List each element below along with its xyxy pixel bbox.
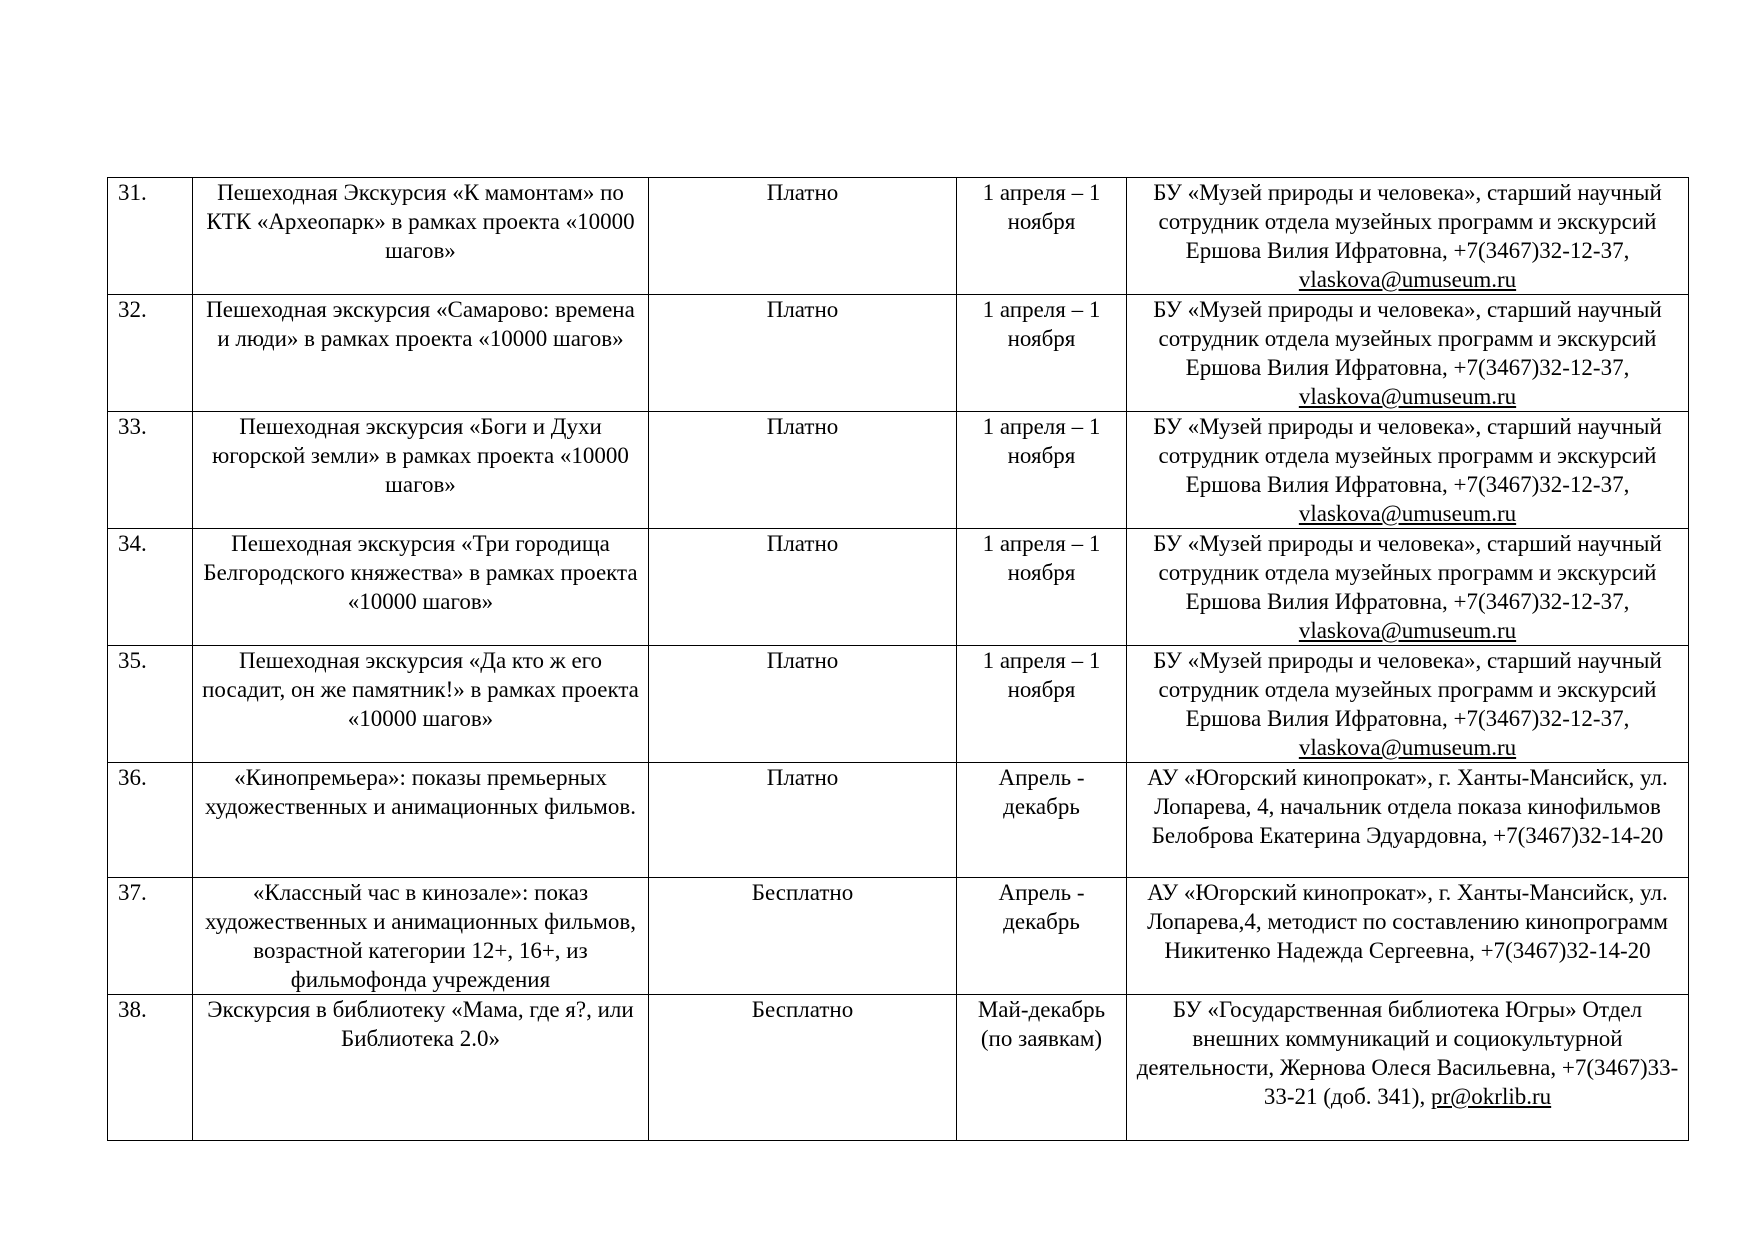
- event-title: «Классный час в кинозале»: показ художественных и анимационных фильмов, возрастной категории 12+, 16+, из фильмофонда учреждения: [193, 878, 649, 995]
- contact-phone: +7(3467)32-12-37,: [1453, 472, 1630, 497]
- contact-email-link[interactable]: vlaskova@umuseum.ru: [1298, 735, 1517, 760]
- row-number: 33.: [108, 412, 193, 529]
- table-row: [108, 295, 1689, 412]
- event-period: 1 апреля – 1 ноября: [957, 412, 1127, 529]
- event-price: Платно: [649, 646, 957, 763]
- contact-text: БУ «Музей природы и человека», старший научный сотрудник отдела музейных программ и экскурсий Ершова Вилия Ифратовна,: [1153, 180, 1662, 263]
- contact-phone: +7(3467)33-33-21 (доб. 341),: [1263, 1055, 1679, 1109]
- row-number: 32.: [108, 295, 193, 412]
- event-contact: [1127, 646, 1689, 763]
- event-title: Пешеходная экскурсия «Три городища Белгородского княжества» в рамках проекта «10000 шагов»: [193, 529, 649, 646]
- table-row: [108, 412, 1689, 529]
- event-price: Бесплатно: [649, 878, 957, 995]
- contact-text: БУ «Музей природы и человека», старший научный сотрудник отдела музейных программ и экскурсий Ершова Вилия Ифратовна,: [1153, 414, 1662, 497]
- event-price: Бесплатно: [649, 995, 957, 1141]
- event-contact: [1127, 995, 1689, 1141]
- event-period: 1 апреля – 1 ноября: [957, 178, 1127, 295]
- event-period: 1 апреля – 1 ноября: [957, 646, 1127, 763]
- event-contact: [1127, 412, 1689, 529]
- table-row: [108, 529, 1689, 646]
- contact-text: БУ «Музей природы и человека», старший научный сотрудник отдела музейных программ и экскурсий Ершова Вилия Ифратовна,: [1153, 648, 1662, 731]
- contact-text: БУ «Музей природы и человека», старший научный сотрудник отдела музейных программ и экскурсий Ершова Вилия Ифратовна,: [1153, 297, 1662, 380]
- contact-phone: +7(3467)32-12-37,: [1453, 355, 1630, 380]
- event-contact: [1127, 878, 1689, 995]
- table-row: [108, 178, 1689, 295]
- row-number: 38.: [108, 995, 193, 1141]
- event-period: Апрель - декабрь: [957, 878, 1127, 995]
- row-number: 31.: [108, 178, 193, 295]
- row-number: 37.: [108, 878, 193, 995]
- table-row: [108, 878, 1689, 995]
- event-title: Пешеходная Экскурсия «К мамонтам» по КТК «Археопарк» в рамках проекта «10000 шагов»: [193, 178, 649, 295]
- contact-text: БУ «Музей природы и человека», старший научный сотрудник отдела музейных программ и экскурсий Ершова Вилия Ифратовна,: [1153, 531, 1662, 614]
- row-number: 35.: [108, 646, 193, 763]
- contact-phone: +7(3467)32-12-37,: [1453, 238, 1630, 263]
- event-period: 1 апреля – 1 ноября: [957, 295, 1127, 412]
- event-price: Платно: [649, 178, 957, 295]
- contact-email-link[interactable]: vlaskova@umuseum.ru: [1298, 501, 1517, 526]
- event-contact: [1127, 178, 1689, 295]
- event-period: Май-декабрь (по заявкам): [957, 995, 1127, 1141]
- contact-email-link[interactable]: vlaskova@umuseum.ru: [1298, 384, 1517, 409]
- row-number: 34.: [108, 529, 193, 646]
- contact-email-link[interactable]: pr@okrlib.ru: [1430, 1084, 1552, 1109]
- events-table: [107, 177, 1689, 1141]
- event-contact: [1127, 529, 1689, 646]
- contact-email-link[interactable]: vlaskova@umuseum.ru: [1298, 267, 1517, 292]
- event-price: Платно: [649, 412, 957, 529]
- row-number: 36.: [108, 763, 193, 878]
- event-contact: [1127, 295, 1689, 412]
- event-contact: [1127, 763, 1689, 878]
- event-title: Пешеходная экскурсия «Боги и Духи югорской земли» в рамках проекта «10000 шагов»: [193, 412, 649, 529]
- event-price: Платно: [649, 295, 957, 412]
- contact-text: АУ «Югорский кинопрокат», г. Ханты-Мансийск, ул. Лопарева, 4, начальник отдела показа кинофильмов Белоброва Екатерина Эдуардовна, +7(3467)32-14-20: [1147, 765, 1668, 848]
- event-period: Апрель - декабрь: [957, 763, 1127, 878]
- contact-text: БУ «Государственная библиотека Югры» Отдел внешних коммуникаций и социокультурной деятельности, Жернова Олеся Васильевна,: [1136, 997, 1643, 1080]
- contact-phone: +7(3467)32-12-37,: [1453, 589, 1630, 614]
- event-title: Пешеходная экскурсия «Да кто ж его посадит, он же памятник!» в рамках проекта «10000 шагов»: [193, 646, 649, 763]
- event-period: 1 апреля – 1 ноября: [957, 529, 1127, 646]
- contact-email-link[interactable]: vlaskova@umuseum.ru: [1298, 618, 1517, 643]
- contact-text: АУ «Югорский кинопрокат», г. Ханты-Мансийск, ул. Лопарева,4, методист по составлению кинопрограмм Никитенко Надежда Сергеевна, +7(3467)32-14-20: [1147, 880, 1668, 963]
- event-price: Платно: [649, 529, 957, 646]
- table-row: [108, 995, 1689, 1141]
- event-title: Экскурсия в библиотеку «Мама, где я?, или Библиотека 2.0»: [193, 995, 649, 1141]
- event-title: Пешеходная экскурсия «Самарово: времена и люди» в рамках проекта «10000 шагов»: [193, 295, 649, 412]
- contact-phone: +7(3467)32-12-37,: [1453, 706, 1630, 731]
- table-row: [108, 763, 1689, 878]
- event-price: Платно: [649, 763, 957, 878]
- event-title: «Кинопремьера»: показы премьерных художественных и анимационных фильмов.: [193, 763, 649, 878]
- table-row: [108, 646, 1689, 763]
